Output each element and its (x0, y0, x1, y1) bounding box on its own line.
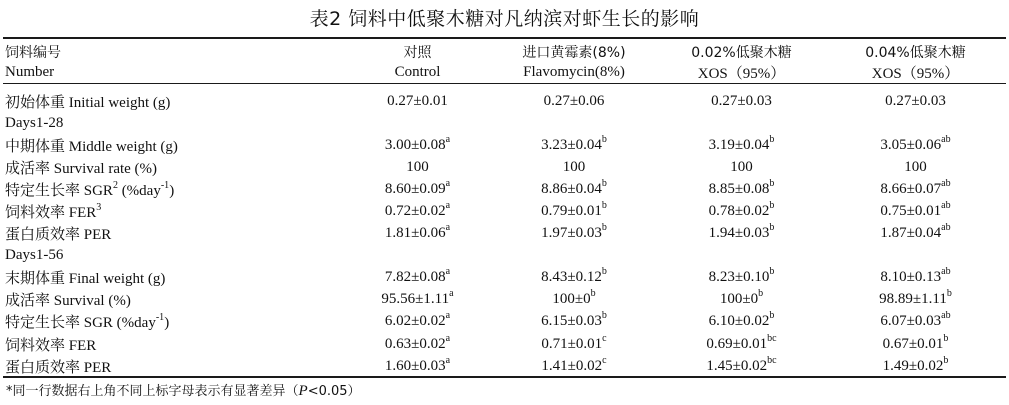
significance-letter: a (445, 310, 451, 322)
cell-value: 1.81±0.06 (384, 225, 446, 242)
significance-letter: b (601, 200, 607, 212)
value-cell (658, 156, 825, 178)
table-row (3, 267, 1006, 289)
value-cell (658, 311, 825, 333)
significance-letter: b (943, 354, 949, 366)
table-bottom-rule (3, 376, 1006, 378)
row-label-text: 初始体重 Initial weight (g) (5, 94, 171, 111)
row-label-text: 特定生长率 SGR (%day (5, 315, 156, 332)
value-cell (490, 134, 658, 156)
table-row (3, 289, 1006, 311)
row-label (3, 178, 345, 200)
header-cell: 0.04%低聚木糖 (865, 44, 966, 61)
significance-letter: a (445, 222, 451, 234)
row-label-text: 特定生长率 SGR (5, 182, 113, 199)
value-cell (490, 90, 658, 112)
value-cell (825, 178, 1006, 200)
cell-value: 0.72±0.02 (384, 203, 446, 220)
value-cell (658, 200, 825, 222)
table-top-rule (3, 37, 1006, 39)
significance-letter: c (602, 332, 607, 344)
row-label-text: (%day (117, 182, 161, 199)
cell-value: 0.63±0.02 (384, 335, 446, 352)
cell-value: 100±0 (552, 291, 591, 308)
significance-letter: bc (767, 332, 777, 344)
value-cell (490, 267, 658, 289)
significance-letter: c (602, 354, 607, 366)
table-row (3, 245, 1006, 267)
cell-value: 8.60±0.09 (384, 180, 446, 197)
cell-value: 95.56±1.11 (381, 291, 450, 308)
cell-value: 0.69±0.01 (706, 335, 768, 352)
value-cell (658, 112, 825, 134)
cell-value: 6.10±0.02 (708, 313, 770, 330)
header-cell: Flavomycin(8%) (523, 64, 625, 80)
significance-letter: bc (767, 354, 777, 366)
significance-letter: ab (941, 310, 951, 322)
row-label (3, 200, 345, 222)
row-label (3, 355, 345, 377)
value-cell (825, 289, 1006, 311)
table-row (3, 90, 1006, 112)
value-cell (825, 200, 1006, 222)
header-cell: 进口黄霉素(8%) (522, 44, 626, 61)
table-row (3, 200, 1006, 222)
value-cell (345, 289, 490, 311)
significance-letter: a (445, 354, 451, 366)
cell-value: 1.45±0.02 (706, 357, 768, 374)
value-cell (345, 267, 490, 289)
cell-value: 100 (904, 158, 927, 175)
cell-value: 98.89±1.11 (879, 291, 947, 308)
value-cell (345, 355, 490, 377)
significance-letter: b (946, 288, 952, 300)
table-row (3, 134, 1006, 156)
value-cell (825, 112, 1006, 134)
value-cell (825, 245, 1006, 267)
row-label-text: Days1-28 (5, 114, 64, 131)
cell-value: 0.27±0.06 (543, 92, 605, 109)
significance-letter: b (601, 266, 607, 278)
cell-value: 1.87±0.04 (880, 225, 942, 242)
cell-value: 100 (562, 158, 586, 175)
cell-value: 100 (406, 158, 429, 175)
footnote-text: 同一行数据右上角不同上标字母表示有显著差异（ (12, 384, 299, 399)
row-label-text: 末期体重 Final weight (g) (5, 271, 166, 288)
footnote-mark: * (6, 384, 13, 399)
row-label-superscript: -1 (155, 312, 165, 324)
significance-letter: b (758, 288, 764, 300)
value-cell (490, 311, 658, 333)
value-cell (825, 134, 1006, 156)
value-cell (490, 245, 658, 267)
cell-value: 0.78±0.02 (708, 203, 770, 220)
cell-value: 8.43±0.12 (541, 269, 602, 286)
value-cell (825, 223, 1006, 245)
significance-letter: b (943, 332, 949, 344)
significance-letter: ab (941, 133, 951, 145)
row-label-text: 饲料效率 FER (5, 337, 97, 354)
value-cell (345, 156, 490, 178)
significance-letter: ab (941, 177, 951, 189)
row-label (3, 267, 345, 289)
cell-value: 8.86±0.04 (541, 180, 602, 197)
header-cell: Control (394, 64, 441, 80)
significance-letter: a (445, 133, 451, 145)
significance-letter: b (601, 177, 607, 189)
cell-value: 3.00±0.08 (384, 136, 446, 153)
value-cell (490, 289, 658, 311)
cell-value: 1.49±0.02 (882, 357, 944, 374)
table-body (3, 83, 1006, 377)
cell-value: 8.10±0.13 (880, 269, 942, 286)
row-label-superscript: -1 (160, 179, 170, 191)
significance-letter: a (445, 332, 451, 344)
header-cell: XOS（95%） (871, 66, 960, 82)
significance-letter: a (445, 266, 451, 278)
cell-value: 0.27±0.03 (885, 92, 946, 109)
significance-letter: a (445, 177, 451, 189)
footnote-tail: <0.05） (307, 384, 361, 399)
cell-value: 1.97±0.03 (541, 225, 602, 242)
table-row (3, 333, 1006, 355)
row-label (3, 311, 345, 333)
value-cell (345, 333, 490, 355)
row-label-text: Days1-56 (5, 247, 64, 264)
significance-letter: ab (941, 200, 951, 212)
row-label (3, 289, 345, 311)
cell-value: 0.27±0.03 (711, 92, 772, 109)
value-cell (825, 267, 1006, 289)
header-cell: 对照 (403, 44, 432, 61)
header-row-english (3, 62, 1006, 83)
value-cell (490, 200, 658, 222)
table-header (3, 41, 1006, 83)
row-label-text: 蛋白质效率 PER (5, 359, 112, 376)
value-cell (658, 333, 825, 355)
value-cell (658, 90, 825, 112)
row-label (3, 333, 345, 355)
value-cell (345, 245, 490, 267)
significance-letter: a (449, 288, 454, 300)
value-cell (825, 333, 1006, 355)
significance-letter: b (769, 200, 775, 212)
value-cell (490, 178, 658, 200)
cell-value: 8.23±0.10 (708, 269, 770, 286)
value-cell (345, 134, 490, 156)
significance-letter: b (590, 288, 596, 300)
cell-value: 6.02±0.02 (384, 313, 446, 330)
value-cell (658, 178, 825, 200)
row-label-superscript: 3 (96, 202, 102, 214)
row-label-text: ) (164, 315, 170, 332)
header-cell: 饲料编号 (5, 44, 61, 61)
cell-value: 1.60±0.03 (384, 357, 446, 374)
cell-value: 6.15±0.03 (541, 313, 602, 330)
value-cell (490, 355, 658, 377)
cell-value: 8.66±0.07 (880, 180, 942, 197)
cell-value: 100±0 (719, 291, 759, 308)
cell-value: 6.07±0.03 (880, 313, 942, 330)
value-cell (490, 156, 658, 178)
significance-letter: b (769, 222, 775, 234)
table-row (3, 223, 1006, 245)
growth-table (3, 41, 1006, 377)
row-label (3, 90, 345, 112)
row-label (3, 112, 345, 134)
cell-value: 8.85±0.08 (708, 180, 770, 197)
value-cell (825, 90, 1006, 112)
value-cell (345, 223, 490, 245)
value-cell (345, 200, 490, 222)
cell-value: 100 (730, 158, 753, 175)
row-label (3, 134, 345, 156)
value-cell (345, 311, 490, 333)
table-row (3, 355, 1006, 377)
row-label (3, 156, 345, 178)
significance-letter: b (769, 133, 775, 145)
cell-value: 7.82±0.08 (384, 269, 446, 286)
cell-value: 1.94±0.03 (708, 225, 770, 242)
value-cell (658, 245, 825, 267)
header-cell: 0.02%低聚木糖 (691, 44, 792, 61)
value-cell (825, 355, 1006, 377)
table-row (3, 156, 1006, 178)
header-cell: Number (5, 64, 55, 80)
significance-letter: b (601, 133, 607, 145)
significance-letter: b (769, 266, 775, 278)
cell-value: 3.05±0.06 (880, 136, 942, 153)
header-cell: XOS（95%） (697, 66, 786, 82)
value-cell (658, 289, 825, 311)
table-title: 表2 饲料中低聚木糖对凡纳滨对虾生长的影响 (309, 8, 700, 30)
value-cell (345, 178, 490, 200)
significance-letter: ab (941, 266, 951, 278)
table-row (3, 311, 1006, 333)
value-cell (658, 134, 825, 156)
footnote (6, 380, 361, 402)
value-cell (825, 311, 1006, 333)
row-label (3, 245, 345, 267)
significance-letter: a (445, 200, 451, 212)
footnote-p: P (298, 383, 308, 399)
value-cell (345, 90, 490, 112)
value-cell (490, 112, 658, 134)
cell-value: 0.67±0.01 (882, 335, 944, 352)
cell-value: 0.27±0.01 (387, 92, 448, 109)
cell-value: 3.19±0.04 (708, 136, 770, 153)
value-cell (345, 112, 490, 134)
value-cell (490, 223, 658, 245)
row-label-text: ) (169, 182, 175, 199)
value-cell (658, 223, 825, 245)
cell-value: 0.79±0.01 (541, 203, 602, 220)
value-cell (658, 267, 825, 289)
row-label (3, 223, 345, 245)
significance-letter: b (601, 310, 607, 322)
value-cell (658, 355, 825, 377)
significance-letter: b (769, 177, 775, 189)
significance-letter: b (769, 310, 775, 322)
table-row (3, 112, 1006, 134)
significance-letter: b (601, 222, 607, 234)
row-label-text: 饲料效率 FER (5, 205, 97, 222)
cell-value: 1.41±0.02 (541, 357, 603, 374)
row-label-superscript: 2 (112, 179, 118, 191)
header-row-chinese (3, 41, 1006, 62)
cell-value: 0.75±0.01 (880, 203, 942, 220)
row-label-text: 蛋白质效率 PER (5, 227, 112, 244)
value-cell (490, 333, 658, 355)
row-label-text: 成活率 Survival (%) (5, 293, 131, 310)
table-row (3, 178, 1006, 200)
value-cell (825, 156, 1006, 178)
cell-value: 3.23±0.04 (541, 136, 602, 153)
row-label-text: 成活率 Survival rate (%) (5, 160, 158, 177)
significance-letter: ab (941, 222, 951, 234)
cell-value: 0.71±0.01 (541, 335, 603, 352)
row-label-text: 中期体重 Middle weight (g) (5, 138, 178, 155)
